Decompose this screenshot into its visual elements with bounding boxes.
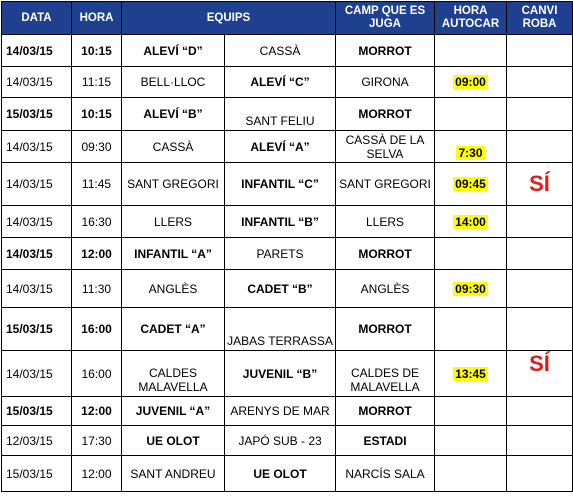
header-data: DATA	[2, 2, 72, 35]
table-row	[2, 238, 573, 270]
bus-time-cell	[435, 131, 507, 163]
home-team-cell: UE OLOT	[122, 426, 225, 456]
home-team-cell: ANGLÈS	[122, 270, 225, 308]
venue-cell: CASSÀ DE LA SELVA	[336, 131, 435, 163]
bus-time: 09:45	[455, 177, 486, 191]
table-row	[2, 67, 573, 98]
date-cell: 14/03/15	[2, 238, 72, 270]
time-cell: 09:30	[72, 131, 122, 163]
venue-cell: GIRONA	[336, 67, 435, 98]
table-row	[2, 98, 573, 131]
venue-cell: MORROT	[336, 238, 435, 270]
away-team-cell: ALEVÍ “A”	[225, 131, 336, 163]
away-team-cell: CADET “B”	[225, 270, 336, 308]
away-team-cell: ALEVÍ “C”	[225, 67, 336, 98]
bus-time: 09:30	[455, 281, 486, 296]
time-cell: 12:00	[72, 238, 122, 270]
away-team-cell: ARENYS DE MAR	[225, 397, 336, 426]
date-cell: 15/03/15	[2, 456, 72, 492]
kit-change-cell	[507, 270, 573, 308]
bus-time-cell	[435, 67, 507, 98]
away-team-cell: UE OLOT	[225, 456, 336, 492]
away-team-cell: INFANTIL “C”	[225, 163, 336, 206]
date-cell: 14/03/15	[2, 163, 72, 206]
venue-cell: CALDES DE MALAVELLA	[336, 351, 435, 397]
time-cell: 16:30	[72, 206, 122, 238]
away-team-cell: PARETS	[225, 238, 336, 270]
schedule-table	[1, 1, 573, 492]
home-team-cell: BELL·LLOC	[122, 67, 225, 98]
venue-cell: MORROT	[336, 98, 435, 131]
kit-change-cell	[507, 98, 573, 131]
kit-change-cell	[507, 351, 573, 397]
bus-time-cell	[435, 270, 507, 308]
kit-change-cell	[507, 163, 573, 206]
bus-time-cell	[435, 35, 507, 67]
venue-cell: MORROT	[336, 35, 435, 67]
table-row	[2, 351, 573, 397]
home-team-cell: INFANTIL “A”	[122, 238, 225, 270]
kit-change-cell	[507, 426, 573, 456]
time-cell: 12:00	[72, 456, 122, 492]
header-row	[2, 2, 573, 35]
kit-change-cell	[507, 35, 573, 67]
table-row	[2, 163, 573, 206]
date-cell: 14/03/15	[2, 351, 72, 397]
bus-time: 7:30	[458, 146, 483, 160]
date-cell: 14/03/15	[2, 206, 72, 238]
home-team-cell: LLERS	[122, 206, 225, 238]
table-row	[2, 308, 573, 351]
time-cell: 10:15	[72, 35, 122, 67]
date-cell: 15/03/15	[2, 98, 72, 131]
kit-change-cell	[507, 206, 573, 238]
venue-cell: SANT GREGORI	[336, 163, 435, 206]
home-team-cell: CALDES MALAVELLA	[122, 351, 225, 397]
venue-cell: ESTADI	[336, 426, 435, 456]
home-team-cell: SANT ANDREU	[122, 456, 225, 492]
table-row	[2, 456, 573, 492]
table-row	[2, 426, 573, 456]
bus-time-cell	[435, 163, 507, 206]
header-roba: CANVI ROBA	[507, 2, 573, 35]
bus-time-cell	[435, 397, 507, 426]
home-team-cell: CADET “A”	[122, 308, 225, 351]
venue-cell: LLERS	[336, 206, 435, 238]
date-cell: 12/03/15	[2, 426, 72, 456]
venue-cell: MORROT	[336, 308, 435, 351]
time-cell: 10:15	[72, 98, 122, 131]
venue-cell: ANGLÈS	[336, 270, 435, 308]
kit-change-cell	[507, 131, 573, 163]
kit-change-mark: SÍ	[529, 351, 550, 376]
bus-time-cell	[435, 308, 507, 351]
date-cell: 14/03/15	[2, 270, 72, 308]
bus-time-cell	[435, 206, 507, 238]
date-cell: 14/03/15	[2, 35, 72, 67]
away-team-cell: INFANTIL “B”	[225, 206, 336, 238]
kit-change-mark: SÍ	[529, 171, 550, 196]
bus-time-cell	[435, 426, 507, 456]
table-row	[2, 206, 573, 238]
header-equips: EQUIPS	[122, 2, 336, 35]
home-team-cell: SANT GREGORI	[122, 163, 225, 206]
bus-time: 14:00	[455, 214, 486, 229]
bus-time: 13:45	[455, 366, 486, 381]
away-team-cell: SANT FELIU	[225, 98, 336, 131]
kit-change-cell	[507, 308, 573, 351]
time-cell: 16:00	[72, 308, 122, 351]
home-team-cell: ALEVÍ “D”	[122, 35, 225, 67]
table-row	[2, 270, 573, 308]
away-team-cell: JUVENIL “B”	[225, 351, 336, 397]
time-cell: 11:30	[72, 270, 122, 308]
kit-change-cell	[507, 397, 573, 426]
time-cell: 16:00	[72, 351, 122, 397]
kit-change-cell	[507, 456, 573, 492]
date-cell: 14/03/15	[2, 67, 72, 98]
away-team-cell: JABAS TERRASSA	[225, 308, 336, 351]
table-row	[2, 35, 573, 67]
header-hora: HORA	[72, 2, 122, 35]
time-cell: 12:00	[72, 397, 122, 426]
time-cell: 11:15	[72, 67, 122, 98]
table-row	[2, 131, 573, 163]
venue-cell: NARCÍS SALA	[336, 456, 435, 492]
bus-time-cell	[435, 98, 507, 131]
home-team-cell: JUVENIL “A”	[122, 397, 225, 426]
kit-change-cell	[507, 238, 573, 270]
away-team-cell: CASSÀ	[225, 35, 336, 67]
bus-time-cell	[435, 351, 507, 397]
kit-change-cell	[507, 67, 573, 98]
venue-cell: MORROT	[336, 397, 435, 426]
date-cell: 15/03/15	[2, 397, 72, 426]
header-camp: CAMP QUE ES JUGA	[336, 2, 435, 35]
table-row	[2, 397, 573, 426]
bus-time-cell	[435, 238, 507, 270]
home-team-cell: ALEVÍ “B”	[122, 98, 225, 131]
time-cell: 17:30	[72, 426, 122, 456]
header-autocar: HORA AUTOCAR	[435, 2, 507, 35]
date-cell: 15/03/15	[2, 308, 72, 351]
home-team-cell: CASSÀ	[122, 131, 225, 163]
bus-time: 09:00	[455, 75, 486, 89]
away-team-cell: JAPÓ SUB - 23	[225, 426, 336, 456]
date-cell: 14/03/15	[2, 131, 72, 163]
bus-time-cell	[435, 456, 507, 492]
time-cell: 11:45	[72, 163, 122, 206]
